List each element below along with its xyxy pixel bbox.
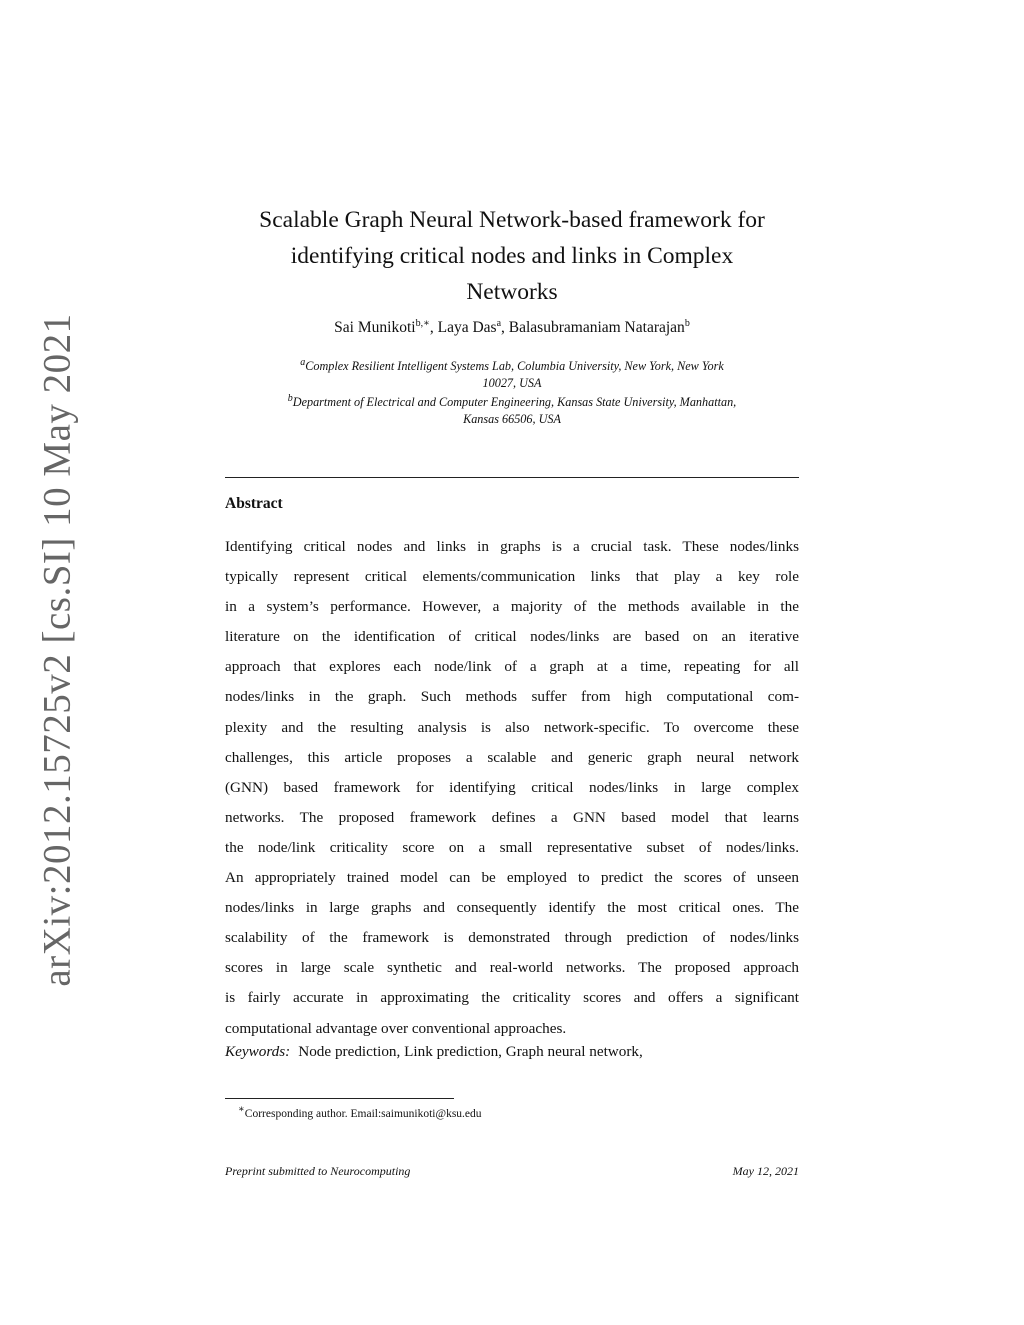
author-name: Laya Das — [437, 319, 497, 337]
abstract-line: in a system’s performance. However, a majority of the methods available in the — [225, 598, 799, 616]
abstract-line: typically represent critical elements/communication links that play a key role — [225, 568, 799, 586]
affiliation-text: Complex Resilient Intelligent Systems Lab, Columbia University, New York, New York — [305, 359, 724, 374]
keywords-label: Keywords: — [225, 1043, 291, 1060]
title-line: identifying critical nodes and links in Complex — [290, 243, 734, 269]
abstract-line: Identifying critical nodes and links in graphs is a crucial task. These nodes/links — [225, 538, 799, 555]
author-affiliation-mark: a — [496, 318, 502, 329]
section-divider — [225, 477, 799, 478]
author-affiliation-mark: b — [684, 318, 690, 329]
arxiv-identifier-stamp: arXiv:2012.15725v2 [cs.SI] 10 May 2021 — [35, 313, 79, 987]
abstract-line: literature on the identification of critical nodes/links are based on an iterative — [225, 628, 799, 646]
preprint-date: May 12, 2021 — [732, 1164, 799, 1178]
author-name: Sai Munikoti — [334, 319, 416, 337]
affiliation-text: Kansas 66506, USA — [463, 411, 561, 426]
affiliation-mark: b — [287, 393, 293, 405]
preprint-venue: Preprint submitted to Neurocomputing — [225, 1164, 411, 1178]
abstract-line: nodes/links in large graphs and consequently identify the most critical ones. The — [225, 899, 799, 917]
abstract-line: scores in large scale synthetic and real-world networks. The proposed approach — [225, 959, 799, 977]
footnote-mark: ∗ — [238, 1104, 245, 1115]
abstract-heading: Abstract — [225, 495, 283, 512]
abstract-line: (GNN) based framework for identifying critical nodes/links in large complex — [225, 778, 799, 796]
abstract-line: challenges, this article proposes a scalable and generic graph neural network — [225, 748, 799, 766]
affiliation-text: 10027, USA — [482, 375, 542, 390]
abstract-line: An appropriately trained model can be employed to predict the scores of unseen — [225, 869, 799, 887]
abstract-line: approach that explores each node/link of a graph at a time, repeating for all — [225, 658, 799, 676]
author-affiliation-mark: b,∗ — [415, 318, 430, 329]
abstract-body — [225, 532, 799, 1044]
title-line: Networks — [466, 279, 558, 305]
paper-title — [225, 202, 799, 310]
keywords-text: Node prediction, Link prediction, Graph neural network, — [298, 1043, 643, 1060]
author-name: Balasubramaniam Natarajan — [508, 319, 685, 337]
abstract-line: networks. The proposed framework defines a GNN based model that learns — [225, 808, 799, 826]
abstract-line: computational advantage over conventional approaches. — [225, 1019, 567, 1037]
abstract-line: the node/link criticality score on a small representative subset of nodes/links. — [225, 838, 799, 856]
abstract-line: is fairly accurate in approximating the criticality scores and offers a significant — [225, 989, 799, 1007]
affiliation-a — [215, 355, 809, 375]
abstract-line: nodes/links in the graph. Such methods suffer from high computational com- — [225, 688, 799, 706]
footnote — [238, 1104, 482, 1120]
footnote-text: Corresponding author. Email:saimunikoti@ksu.edu — [244, 1107, 482, 1120]
title-line: Scalable Graph Neural Network-based framework for — [259, 207, 765, 233]
abstract-line: scalability of the framework is demonstrated through prediction of nodes/links — [225, 929, 799, 947]
author-list: Sai Munikoti$^{b,∗}$, Laya Das$^a$, Balasubramaniam Natarajan$^b$ — [334, 318, 690, 337]
affiliation-text: Department of Electrical and Computer Engineering, Kansas State University, Manhattan, — [292, 395, 737, 410]
footnote-divider — [225, 1098, 454, 1099]
affiliation-b — [215, 391, 809, 411]
affiliations — [215, 355, 809, 427]
affiliation-mark: a — [300, 357, 306, 368]
abstract-line: plexity and the resulting analysis is also network-specific. To overcome these — [225, 718, 799, 736]
keywords — [225, 1043, 643, 1061]
